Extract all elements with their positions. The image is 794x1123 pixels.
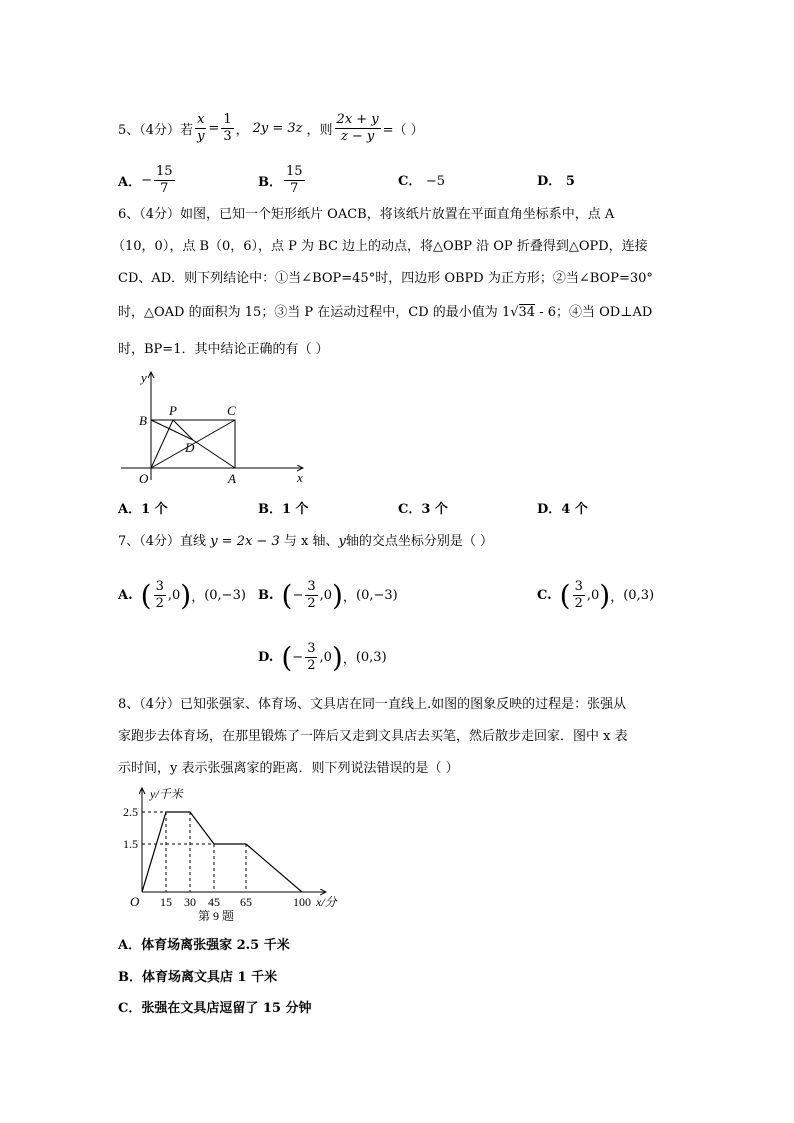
separator: ，: [191, 589, 205, 605]
q7-text-c: 轴的交点坐标分别是（ ）: [345, 534, 493, 549]
q6-figure: [115, 368, 315, 488]
option-fraction: [284, 164, 305, 197]
option-label: D．: [537, 174, 562, 189]
q6-option-d[interactable]: D．4 个: [537, 502, 588, 517]
q7-text-a: 7、（4分）直线: [118, 534, 207, 549]
option-label: C.: [537, 587, 552, 603]
q5-fraction-3: [335, 112, 381, 145]
option-label: A．: [118, 174, 142, 190]
frac-den: 3: [223, 128, 232, 144]
frac-den: z − y: [340, 128, 375, 144]
q7-option-d[interactable]: [258, 634, 387, 680]
q6-option-a[interactable]: A．1 个: [118, 502, 168, 517]
option-tail: ,0: [319, 649, 332, 665]
frac-num: 15: [286, 163, 303, 179]
separator: ，: [342, 589, 356, 605]
paren-close: ): [332, 578, 343, 612]
paren-close: ): [331, 640, 343, 674]
paren-open: (: [281, 578, 293, 612]
paren-open: (: [140, 578, 152, 612]
option-label: B.: [258, 587, 274, 603]
q6-line-3: CD、AD．则下列结论中：①当∠BOP=45°时，四边形 OBPD 为正方形；②当∠BOP=30°: [118, 271, 653, 286]
frac-den: 2: [307, 595, 316, 611]
option-label: D.: [258, 649, 274, 665]
label-y: y: [141, 370, 147, 385]
chart-xtick-label: 45: [208, 895, 220, 909]
frac-den: 2: [574, 595, 583, 611]
frac-den: y: [197, 128, 205, 144]
option-sign: −: [292, 587, 304, 603]
q7-option-b[interactable]: [258, 572, 398, 618]
chart-xtick-label: 100: [293, 895, 311, 909]
label-x: x: [297, 470, 303, 485]
q5-option-b[interactable]: [258, 160, 307, 200]
option-tail: ,0: [167, 587, 181, 603]
option-fraction: [305, 579, 317, 612]
q7-text-b: 与 x 轴、: [283, 534, 339, 549]
label-A: A: [228, 471, 236, 486]
q8-option-a[interactable]: A．体育场离张强家 2.5 千米: [118, 938, 290, 953]
segment-PD: [173, 420, 193, 440]
q6-line-2: （10，0），点 B（0，6），点 P 为 BC 边上的动点，将△OBP 沿 OP 折叠得到△OPD，连接: [112, 239, 648, 254]
option-sign: −: [292, 649, 304, 665]
paren-open: (: [559, 578, 571, 612]
option-second-point: (0,−3): [204, 587, 246, 603]
q7-y-letter: y: [338, 534, 346, 549]
frac-num: 2x + y: [336, 111, 379, 127]
frac-num: x: [197, 111, 205, 127]
q8-line-3: 示时间，y 表示张强离家的距离．则下列说法错误的是（ ）: [118, 761, 459, 776]
q8-line-1: 8、（4分）已知张强家、体育场、文具店在同一直线上.如图的图象反映的过程是：张强从: [118, 697, 627, 712]
option-fraction: [305, 641, 317, 674]
option-fraction: [154, 164, 175, 197]
option-label: A.: [118, 587, 133, 603]
chart-xtick-label: 30: [184, 895, 196, 909]
q7-option-a[interactable]: [118, 572, 246, 618]
option-value: −5: [425, 174, 446, 189]
q5-then: ，则: [306, 122, 333, 138]
option-fraction: [154, 579, 166, 612]
option-second-point: (0,3): [623, 587, 655, 603]
segment-DA: [193, 440, 235, 468]
frac-num: 15: [156, 163, 173, 179]
chart-xlabel: x/分: [316, 895, 337, 909]
label-C: C: [227, 403, 236, 418]
q5-option-c[interactable]: [398, 170, 445, 189]
q5-condition: 2y = 3z: [252, 120, 303, 136]
paren-open: (: [281, 640, 293, 674]
label-B: B: [139, 413, 147, 428]
frac-num: 1: [223, 111, 232, 127]
q5-pre: 若: [180, 122, 194, 138]
option-value: 5: [565, 174, 575, 189]
frac-den: 7: [160, 180, 169, 196]
q6-option-b[interactable]: B．1 个: [258, 502, 309, 517]
chart-xtick-label: 15: [160, 895, 172, 909]
chart-origin-label: O: [130, 894, 140, 909]
frac-den: 7: [290, 180, 299, 196]
frac-num: 3: [307, 578, 316, 594]
label-O: O: [139, 471, 149, 486]
paren-close: ): [180, 578, 192, 612]
q5-comma: ，: [235, 122, 249, 138]
q6-line-4: [118, 303, 652, 323]
option-label: C．: [398, 174, 422, 189]
q6-line-4-text: 时，△OAD 的面积为 15；③当 P 在运动过程中，CD 的最小值为: [118, 305, 498, 320]
q8-line-2: 家跑步去体育场，在那里锻炼了一阵后又走到文具店去买笔，然后散步走回家．图中 x 表: [118, 729, 628, 744]
q5-option-d[interactable]: [537, 170, 575, 189]
q6-line-4-tail: - 6；④当 OD⊥AD: [539, 305, 653, 320]
sqrt-symbol: √: [510, 305, 519, 320]
q6-line-1: 6、（4分）如图，已知一个矩形纸片 OACB，将该纸片放置在平面直角坐标系中，点 A: [118, 207, 615, 222]
q5-option-a[interactable]: [118, 160, 177, 200]
chart-ylabel: y/千米: [150, 787, 183, 801]
option-sign: −: [141, 172, 152, 188]
q5-fraction-1: [195, 112, 206, 145]
frac-den: 2: [155, 595, 164, 611]
option-fraction: [573, 579, 585, 612]
q5-number: 5、（4分）: [118, 122, 181, 138]
chart-xtick-label: 65: [240, 895, 252, 909]
frac-num: 3: [307, 640, 316, 656]
q6-option-c[interactable]: C．3 个: [398, 502, 448, 517]
separator: ，: [610, 589, 624, 605]
separator: ，: [342, 651, 356, 667]
q6-sqrt-value: 34: [518, 305, 536, 320]
q5-tail: =（ ）: [382, 122, 424, 138]
label-D: D: [185, 440, 195, 455]
q5-equals: =: [208, 120, 220, 136]
q7-equation: y = 2x − 3: [210, 534, 280, 549]
chart-ytick-label: 2.5: [123, 805, 138, 819]
frac-num: 3: [574, 578, 583, 594]
q6-line-5: 时，BP=1．其中结论正确的有（ ）: [118, 342, 329, 357]
q5-fraction-2: [221, 112, 233, 145]
q8-chart: [112, 782, 372, 930]
chart-title: 第 9 题: [198, 909, 235, 923]
frac-den: 2: [307, 657, 316, 673]
option-tail: ,0: [319, 587, 333, 603]
chart-ytick-label: 1.5: [123, 837, 138, 851]
option-tail: ,0: [586, 587, 600, 603]
option-second-point: (0,3): [355, 649, 387, 665]
paren-close: ): [599, 578, 611, 612]
q7-option-c[interactable]: [537, 572, 654, 618]
frac-num: 3: [155, 578, 164, 594]
q8-option-c[interactable]: C．张强在文具店逗留了 15 分钟: [118, 1001, 312, 1016]
q7-stem: [118, 532, 493, 552]
label-P: P: [169, 403, 177, 418]
q6-sqrt-coef: 1: [501, 305, 511, 320]
q8-option-b[interactable]: B．体育场离文具店 1 千米: [118, 970, 278, 985]
option-label: B．: [258, 174, 282, 190]
segment-OP: [151, 420, 173, 468]
q5-stem: [118, 108, 424, 148]
option-second-point: (0,−3): [356, 587, 398, 603]
